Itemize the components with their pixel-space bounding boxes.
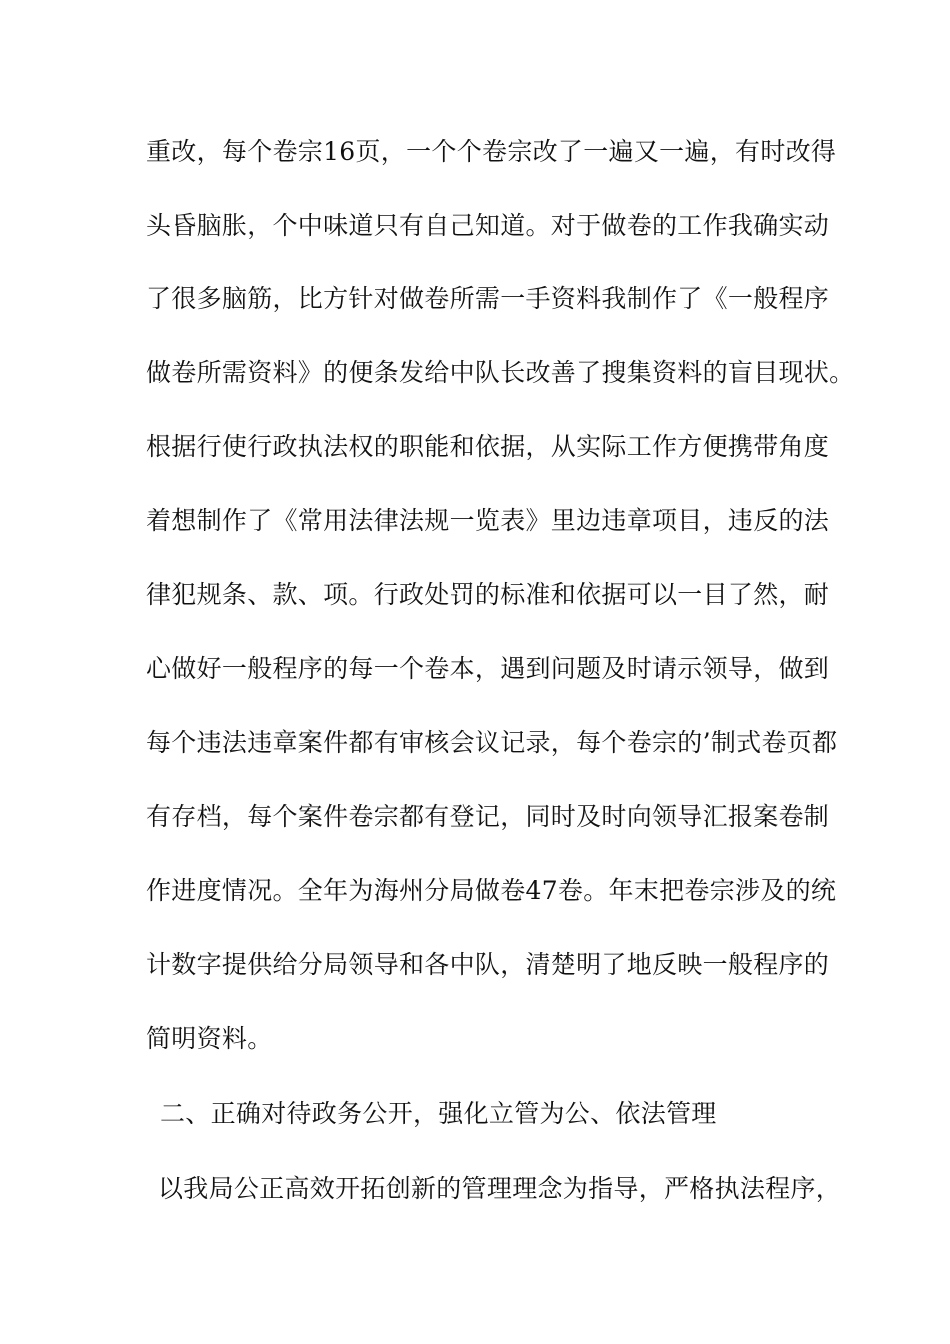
body-text-line: 了很多脑筋，比方针对做卷所需一手资料我制作了《一般程序 [146,284,830,313]
body-text-line: 每个违法违章案件都有审核会议记录，每个卷宗的’制式卷页都 [146,728,838,757]
body-text-line: 做卷所需资料》的便条发给中队长改善了搜集资料的盲目现状。 [146,358,855,387]
body-text-line: 以我局公正高效开拓创新的管理理念为指导，严格执法程序， [158,1174,842,1203]
body-text-line: 律犯规条、款、项。行政处罚的标准和依据可以一目了然，耐 [146,580,830,609]
body-text-line: 着想制作了《常用法律法规一览表》里边违章项目，违反的法 [146,506,830,535]
body-text-line: 作进度情况。全年为海州分局做卷47卷。年末把卷宗涉及的统 [146,876,837,905]
body-text-line: 心做好一般程序的每一个卷本，遇到问题及时请示领导，做到 [146,654,830,683]
body-text-line: 根据行使行政执法权的职能和依据，从实际工作方便携带角度 [146,432,830,461]
body-text-line: 头昏脑胀，个中味道只有自己知道。对于做卷的工作我确实动 [146,211,830,240]
body-text-line: 计数字提供给分局领导和各中队，清楚明了地反映一般程序的 [146,950,830,979]
body-text-line: 简明资料。 [146,1024,273,1053]
body-text-line: 有存档，每个案件卷宗都有登记，同时及时向领导汇报案卷制 [146,802,830,831]
body-text-line: 重改，每个卷宗16页，一个个卷宗改了一遍又一遍，有时改得 [146,137,837,166]
section-heading: 二、正确对待政务公开，强化立管为公、依法管理 [160,1099,717,1128]
